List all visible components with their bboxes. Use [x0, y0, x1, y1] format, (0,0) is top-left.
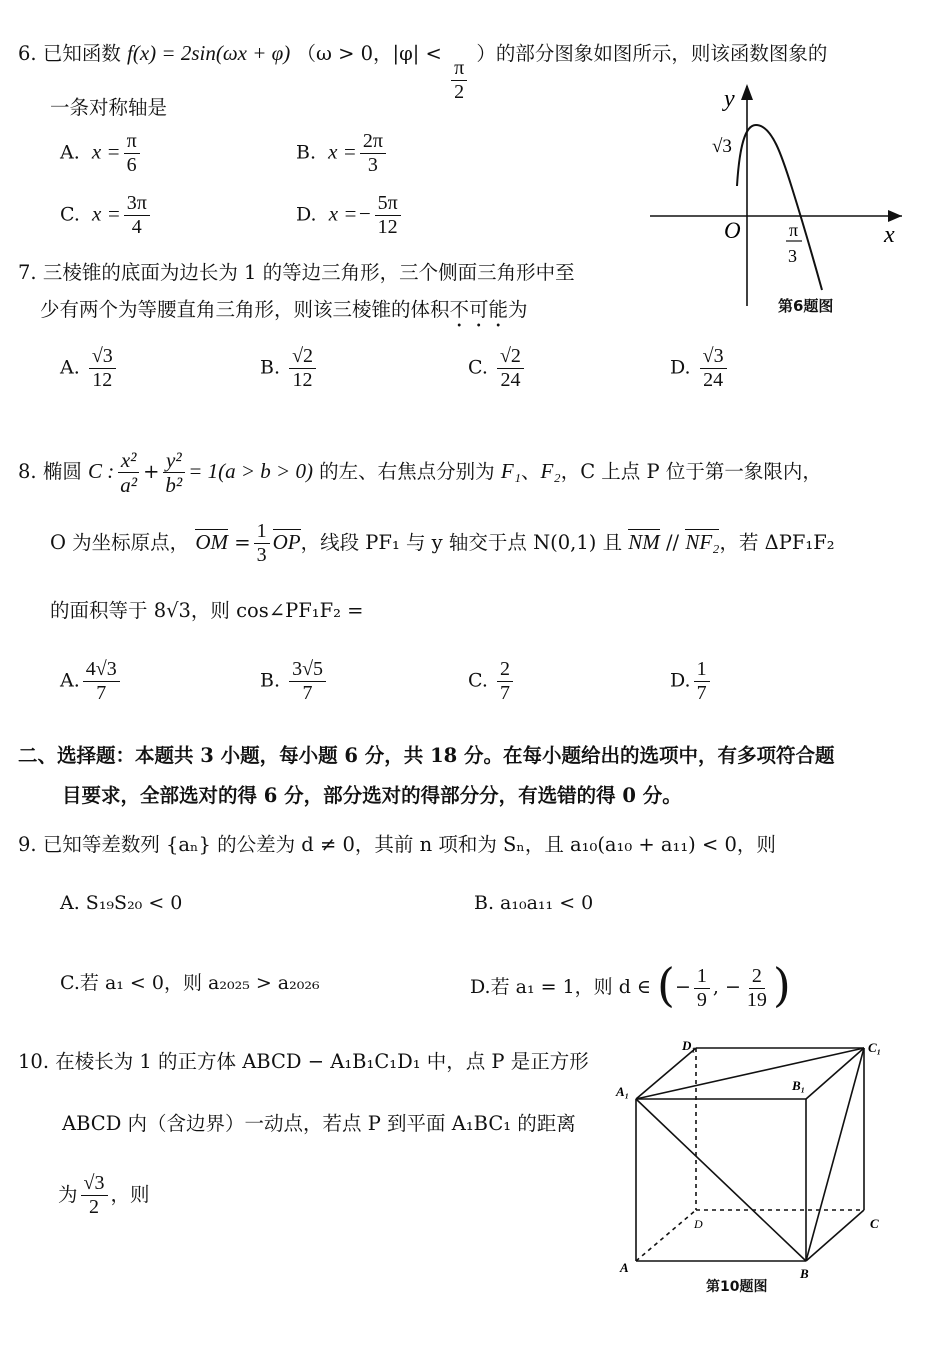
vertex-label-c1: C₁	[868, 1040, 882, 1055]
y-axis-label: y	[724, 86, 735, 112]
q7-stem-line1: 7. 三棱锥的底面为边长为 1 的等边三角形，三个侧面三角形中至	[18, 261, 575, 284]
sine-curve	[737, 125, 822, 290]
q8-option-d: D. $\frac{1}{7}$	[670, 658, 713, 705]
edge-b-c	[806, 1210, 864, 1261]
q6-option-d: D. x =− $\frac{5\pi}{12}$	[296, 192, 404, 239]
q10-stem-line2: ABCD 内（含边界）一动点，若点 P 到平面 A₁BC₁ 的距离	[62, 1112, 576, 1135]
section-2-heading-line2: 目要求，全部选对的得 6 分，部分选对的得部分分，有选错的得 0 分。	[62, 784, 682, 807]
q6-option-b: B. x = $\frac{2\pi}{3}$	[296, 130, 389, 177]
q9-stem: 9. 已知等差数列 {aₙ} 的公差为 d ≠ 0，其前 n 项和为 Sₙ，且 a₁₀(a₁₀ + a₁₁) < 0，则	[18, 833, 776, 856]
q10-stem-line1: 10. 在棱长为 1 的正方体 ABCD − A₁B₁C₁D₁ 中，点 P 是正方形	[18, 1050, 589, 1073]
q7-option-a: A. $\frac{√3}{12}$	[60, 345, 119, 392]
y-axis-arrow-icon	[741, 84, 753, 100]
q6-function-graph	[640, 78, 910, 318]
q7-option-b: B. $\frac{√2}{12}$	[260, 345, 319, 392]
q8-option-a: A. $\frac{4√3}{7}$	[60, 658, 123, 705]
zero-label-numerator: π	[789, 220, 799, 240]
vertex-label-b1: B₁	[792, 1078, 806, 1093]
q10-stem-line3: 为 $\frac{√3}{2}$ ，则	[58, 1172, 150, 1218]
q7-option-c: C. $\frac{√2}{24}$	[468, 345, 527, 392]
edge-a1-b	[636, 1099, 806, 1261]
q8-option-b: B. $\frac{3√5}{7}$	[260, 658, 329, 705]
edge-b1-c1	[806, 1048, 864, 1099]
edge-a1-c1	[636, 1048, 864, 1099]
q8-stem-line3: 的面积等于 8√3，则 cos∠PF₁F₂ =	[50, 599, 364, 622]
zero-label-denominator: 3	[788, 246, 797, 266]
edge-a1-d1	[636, 1048, 696, 1099]
question-number: 7.	[18, 261, 37, 284]
x-axis-arrow-icon	[888, 210, 902, 222]
q6-option-a: A. x = $\frac{\pi}{6}$	[60, 130, 143, 177]
q8-stem-line1: 8. 椭圆 C : $\frac{\text{x²}}{\text{a²}}$ + $\frac{\text{y²}}{\text{b²}}$ = 1(a > b > 0) 的左、右焦点分别为 F₁、F₂，C 上点 P 位于第一象限内，	[18, 448, 822, 498]
edge-b-c1	[806, 1048, 864, 1261]
vertex-label-a1: A₁	[616, 1084, 630, 1099]
origin-label: O	[724, 218, 741, 243]
vertex-label-a: A	[620, 1260, 629, 1275]
q6-figure-caption: 第6题图	[778, 297, 834, 315]
q8-stem-line2: O 为坐标原点， OM = $\frac{1}{3}$ OP，线段 PF₁ 与 y 轴交于点 N(0,1) 且 NM // NF₂，若 ΔPF₁F₂	[50, 520, 835, 566]
q8-option-c: C. $\frac{2}{7}$	[468, 658, 516, 705]
vertex-label-c: C	[870, 1216, 879, 1231]
question-number: 6.	[18, 42, 37, 65]
question-number: 10.	[18, 1050, 50, 1073]
q7-option-d: D. $\frac{√3}{24}$	[670, 345, 730, 392]
x-axis-label: x	[884, 222, 895, 248]
question-number: 8.	[18, 460, 37, 484]
q6-stem-line1: 6. 已知函数 f(x) = 2sin(ωx + φ) （ω > 0，|φ| < $\frac{\pi}{2}$ ）的部分图象如图所示，则该函数图象的	[18, 41, 828, 103]
question-number: 9.	[18, 833, 37, 856]
q6-option-c: C. x = $\frac{3\pi}{4}$	[60, 192, 153, 239]
vertex-label-d1: D₁	[682, 1038, 696, 1053]
vertex-label-d: D	[694, 1217, 703, 1231]
peak-value-label: √3	[712, 136, 732, 157]
q9-option-d: D.若 a₁ = 1，则 d ∈ (− $\frac{1}{9}$ , − $\frac{2}{19}$ )	[470, 958, 791, 1012]
q7-stem-line2: 少有两个为等腰直角三角形，则该三棱锥的体积不可能为	[40, 298, 528, 321]
q6-stem-line2: 一条对称轴是	[50, 96, 168, 119]
q10-figure-caption: 第10题图	[706, 1279, 768, 1295]
hidden-edge-a-d	[636, 1210, 696, 1261]
q9-option-c: C.若 a₁ < 0，则 a₂₀₂₅ > a₂₀₂₆	[60, 972, 320, 994]
section-2-heading-line1: 二、选择题：本题共 3 小题，每小题 6 分，共 18 分。在每小题给出的选项中，有多项符合题	[18, 744, 835, 767]
q10-cube-figure	[612, 1036, 902, 1286]
q9-option-a: A. S₁₉S₂₀ < 0	[60, 892, 183, 914]
vertex-label-b: B	[800, 1266, 809, 1281]
q9-option-b: B. a₁₀a₁₁ < 0	[474, 892, 594, 914]
